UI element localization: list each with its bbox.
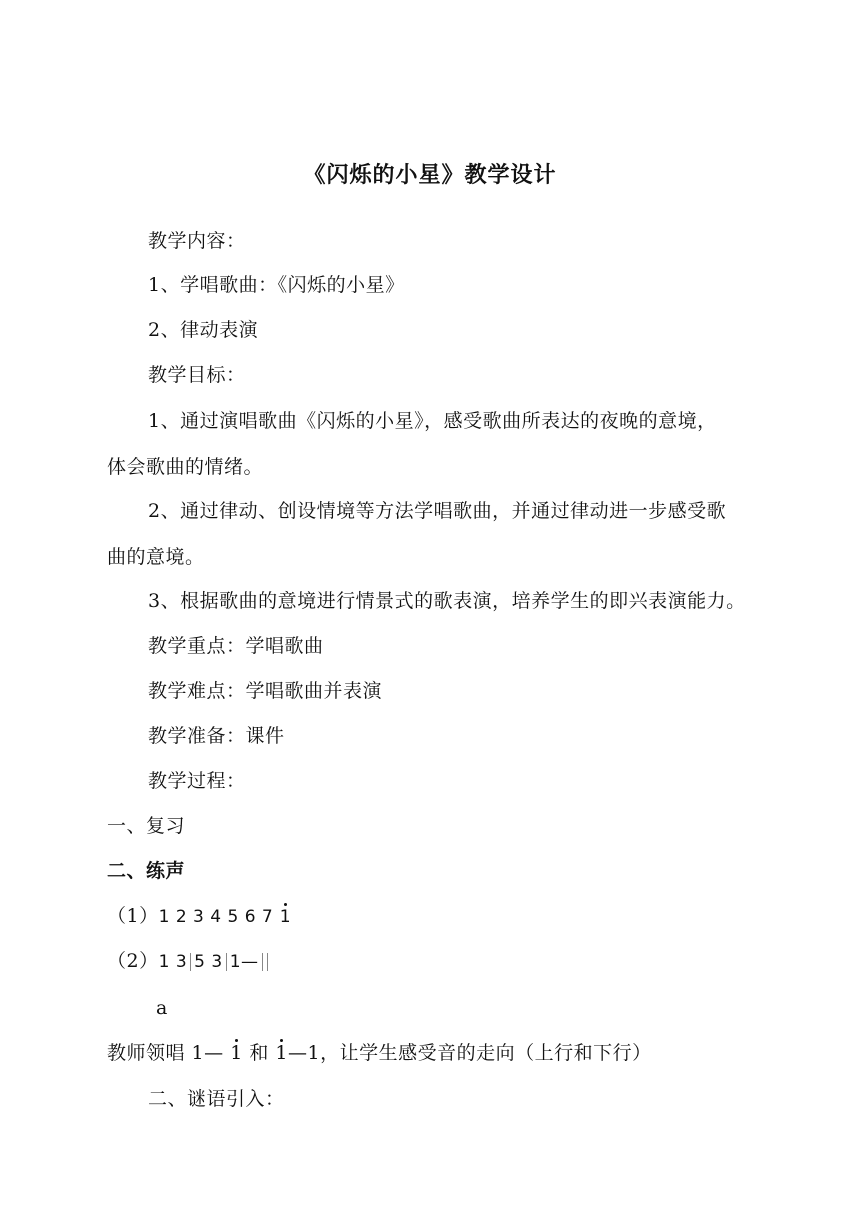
content-item-2: 2、律动表演 [148, 319, 259, 341]
teacher-instruction [107, 1041, 652, 1065]
goal-3: 3、根据歌曲的意境进行情景式的歌表演，培养学生的即兴表演能力。 [148, 590, 746, 612]
goals-heading: 教学目标： [148, 364, 246, 386]
exercise-1 [107, 904, 291, 929]
goal-1-line-2: 体会歌曲的情绪。 [107, 456, 264, 478]
teacher-high-note-1: 1 [230, 1042, 243, 1064]
bar-line [262, 953, 263, 971]
exercise-2 [107, 949, 271, 974]
exercise-2-label: （2） [107, 950, 159, 972]
difficulty: 教学难点：学唱歌曲并表演 [148, 680, 383, 702]
preparation: 教学准备：课件 [148, 725, 285, 747]
exercise-1-notes: 1 2 3 4 5 6 7 [158, 907, 274, 927]
teacher-instruction-part-b: 和 [249, 1042, 269, 1064]
content-heading: 教学内容： [148, 230, 246, 252]
goal-1-line-1: 1、通过演唱歌曲《闪烁的小星》，感受歌曲所表达的夜晚的意境， [148, 410, 717, 432]
bar-line [267, 953, 268, 971]
teacher-high-note-2: 1 [275, 1042, 288, 1064]
teacher-instruction-part-c: —1，让学生感受音的走向（上行和下行） [287, 1042, 652, 1064]
exercise-1-label: （1） [107, 905, 159, 927]
section-vocal-practice: 二、练声 [107, 860, 186, 882]
bar-line [226, 953, 227, 971]
document-title: 《闪烁的小星》教学设计 [303, 163, 557, 188]
exercise-2-part-2: 5 3 [194, 952, 223, 972]
exercise-2-part-3: 1— [229, 952, 259, 972]
section-riddle-intro: 二、谜语引入： [148, 1088, 285, 1110]
content-item-1: 1、学唱歌曲：《闪烁的小星》 [148, 274, 405, 296]
goal-2-line-1: 2、通过律动、创设情境等方法学唱歌曲，并通过律动进一步感受歌 [148, 500, 727, 522]
vowel-syllable: a [156, 997, 168, 1019]
exercise-2-part-1: 1 3 [158, 952, 188, 972]
exercise-1-high-note: 1 [279, 907, 292, 927]
process-heading: 教学过程： [148, 770, 246, 792]
teacher-instruction-part-a: 教师领唱 1— [107, 1042, 224, 1064]
section-review: 一、复习 [107, 815, 186, 837]
key-point: 教学重点：学唱歌曲 [148, 635, 324, 657]
goal-2-line-2: 曲的意境。 [107, 546, 205, 568]
bar-line [190, 953, 191, 971]
